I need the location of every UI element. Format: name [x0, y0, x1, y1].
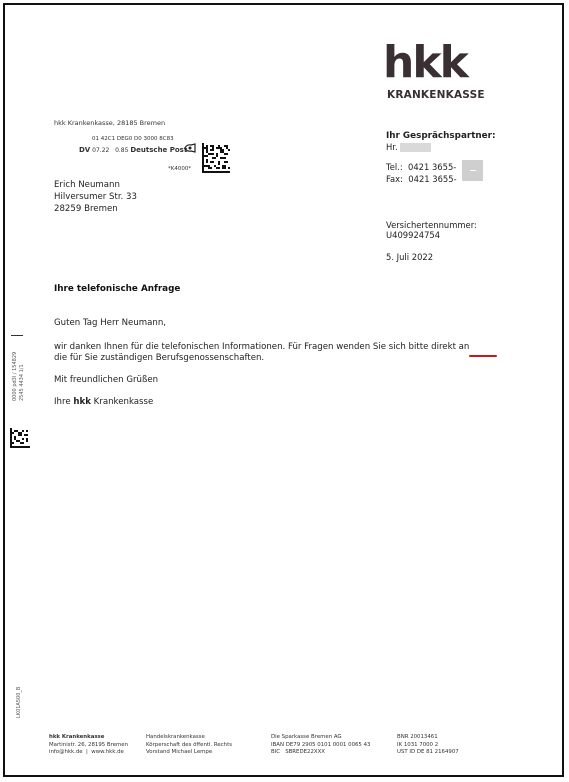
- postage-dv: DV: [79, 146, 91, 154]
- sign-brand: hkk: [73, 397, 91, 407]
- footer-company-name: hkk Krankenkasse: [49, 734, 105, 740]
- letter-body: [54, 342, 469, 364]
- recipient-address: [54, 179, 137, 215]
- insurance-number-label: Versichertennummer:: [386, 220, 477, 230]
- letter-greeting: Guten Tag Herr Neumann,: [54, 318, 167, 328]
- postage-code: 01 42C1 DEG0 D0 3000 8C83: [92, 136, 174, 142]
- letter-body-line2: die für Sie zuständigen Berufsgenossenschaften.: [54, 353, 265, 363]
- sign-suffix: Krankenkasse: [93, 397, 154, 407]
- red-underline-mark: [469, 355, 497, 357]
- recipient-city: 28259 Bremen: [54, 204, 118, 214]
- sign-prefix: Ihre: [54, 397, 71, 407]
- contact-salutation: Hr.: [386, 142, 398, 152]
- fold-mark: [11, 335, 23, 336]
- letter-page: [3, 3, 564, 777]
- letter-signature: [54, 397, 153, 407]
- tel-value: 0421 3655-: [407, 162, 457, 172]
- margin-code-2: 2545 4434 1/1: [19, 364, 25, 401]
- letter-body-line1: wir danken Ihnen für die telefonischen Informationen. Für Fragen wenden Sie sich bitte direkt an: [54, 342, 470, 352]
- margin-matrix-code: [10, 428, 30, 448]
- footer-bank-line2: IBAN DE79 2905 0101 0001 0065 43: [271, 741, 371, 748]
- footer-company-contact: info@hkk.de | www.hkk.de: [49, 749, 124, 755]
- postage-k-code: *K4000*: [168, 166, 192, 172]
- footer-company: [49, 734, 128, 757]
- postage-matrix-code: [202, 143, 230, 173]
- recipient-name: Erich Neumann: [54, 180, 120, 190]
- fax-label: Fax:: [386, 174, 403, 184]
- footer-ids-line2: IK 1031 7000 2: [397, 741, 439, 748]
- postage-date: 07.22: [92, 147, 110, 154]
- postage-line: [79, 146, 187, 154]
- letter-closing: Mit freundlichen Grüßen: [54, 375, 159, 385]
- logo-subtitle: KRANKENKASSE: [387, 89, 485, 101]
- margin-code-3: LK01A500_B: [16, 686, 22, 718]
- postage-carrier: Deutsche Post: [130, 146, 188, 154]
- footer-ids: [397, 734, 459, 757]
- footer-ids-line3: UST ID DE 81 2164907: [397, 749, 459, 755]
- margin-code-1: 0000 pd3l / 154829: [12, 351, 18, 401]
- footer-legal: [146, 734, 232, 757]
- tel-line: [386, 162, 456, 172]
- footer-bank-line1: Die Sparkasse Bremen AG: [271, 734, 342, 740]
- insurance-number: U409924754: [386, 230, 441, 240]
- footer-legal-line1: Handelskrankenkasse: [146, 734, 205, 740]
- footer-legal-line3: Vorstand Michael Lempe: [146, 749, 213, 755]
- fax-value: 0421 3655-: [408, 174, 457, 184]
- footer-ids-line1: BNR 20013461: [397, 734, 438, 740]
- footer-bank-line3: BIC SBREDE22XXX: [271, 749, 325, 755]
- contact-title: Ihr Gesprächspartner:: [386, 131, 496, 141]
- letter-subject: Ihre telefonische Anfrage: [54, 284, 181, 294]
- hkk-logo: hkk: [383, 37, 467, 88]
- tel-label: Tel.:: [386, 162, 403, 172]
- redacted-name: [400, 143, 431, 152]
- letter-date: 5. Juli 2022: [386, 252, 434, 262]
- postage-amount: 0.85: [115, 147, 129, 154]
- footer-legal-line2: Körperschaft des öffentl. Rechts: [146, 741, 233, 748]
- fax-line: [386, 174, 457, 184]
- footer-company-address: Martinistr. 26, 28195 Bremen: [49, 741, 129, 748]
- redacted-extension: [462, 160, 483, 181]
- footer-bank: [271, 734, 370, 757]
- sender-line: hkk Krankenkasse, 28185 Bremen: [54, 119, 166, 127]
- post-horn-icon: [184, 143, 196, 153]
- recipient-street: Hilversumer Str. 33: [54, 192, 137, 202]
